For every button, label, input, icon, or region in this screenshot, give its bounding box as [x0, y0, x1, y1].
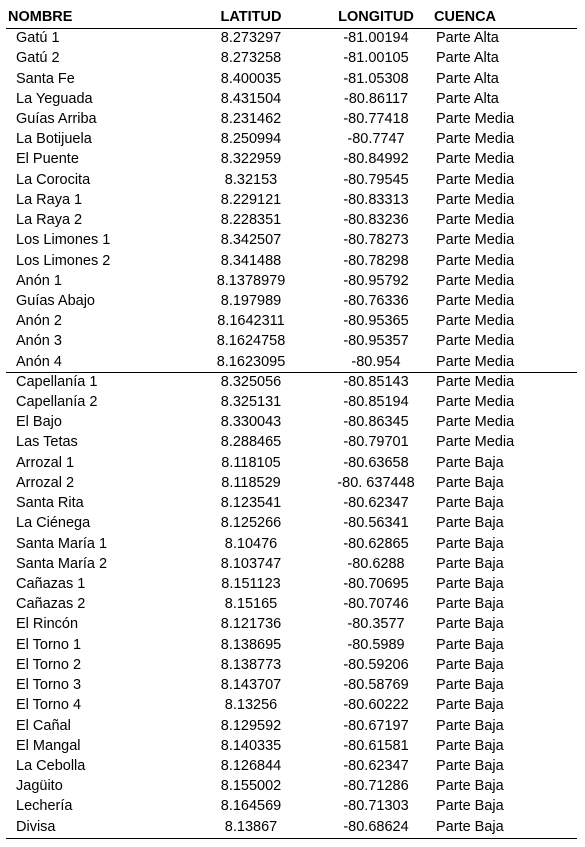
cell-cuenca: Parte Baja: [436, 535, 504, 552]
cell-longitud: -80.85143: [343, 373, 409, 390]
cell-longitud: -80.5989: [347, 636, 405, 653]
cell-cuenca: Parte Media: [436, 353, 515, 370]
cell-nombre: Gatú 1: [16, 30, 60, 47]
cell-nombre: El Cañal: [16, 717, 71, 734]
cell-nombre: Lechería: [16, 798, 73, 815]
table-row: [6, 695, 577, 715]
table-row: [6, 614, 577, 634]
cell-nombre: Santa María 1: [16, 535, 108, 552]
cell-nombre: La Yeguada: [16, 90, 93, 107]
cell-latitud: 8.322959: [220, 151, 282, 168]
cell-cuenca: Parte Media: [436, 313, 515, 330]
cell-nombre: El Mangal: [16, 737, 81, 754]
cell-cuenca: Parte Media: [436, 414, 515, 431]
cell-latitud: 8.342507: [220, 232, 282, 249]
cell-latitud: 8.138695: [220, 636, 282, 653]
cell-latitud: 8.129592: [220, 717, 282, 734]
cell-cuenca: Parte Baja: [436, 798, 504, 815]
table-row: [6, 675, 577, 695]
cell-latitud: 8.13867: [224, 818, 278, 835]
header-longitud: LONGITUD: [338, 9, 414, 25]
cell-nombre: El Torno 1: [16, 636, 82, 653]
table-row: [6, 412, 577, 432]
cell-cuenca: Parte Baja: [436, 697, 504, 714]
cell-nombre: Divisa: [16, 818, 56, 835]
cell-nombre: Guías Arriba: [16, 110, 97, 127]
cell-longitud: -80.61581: [343, 737, 409, 754]
cell-latitud: 8.197989: [220, 292, 282, 309]
cell-latitud: 8.288465: [220, 434, 282, 451]
cell-cuenca: Parte Alta: [436, 30, 499, 47]
cell-cuenca: Parte Media: [436, 394, 515, 411]
cell-longitud: -80.56341: [343, 515, 409, 532]
cell-latitud: 8.231462: [220, 110, 282, 127]
cell-longitud: -80.62347: [343, 495, 409, 512]
cell-nombre: El Puente: [16, 151, 79, 168]
table-row: [6, 655, 577, 675]
table-row: [6, 392, 577, 412]
cell-nombre: La Raya 2: [16, 212, 83, 229]
cell-latitud: 8.125266: [220, 515, 282, 532]
header-row: [6, 6, 577, 28]
cell-longitud: -80.84992: [343, 151, 409, 168]
cell-cuenca: Parte Media: [436, 272, 515, 289]
cell-cuenca: Parte Media: [436, 212, 515, 229]
cell-cuenca: Parte Alta: [436, 70, 499, 87]
cell-longitud: -80.6288: [347, 555, 405, 572]
cell-latitud: 8.13256: [224, 697, 278, 714]
cell-nombre: Cañazas 1: [16, 576, 86, 593]
cell-latitud: 8.164569: [220, 798, 282, 815]
cell-latitud: 8.325131: [220, 394, 282, 411]
cell-longitud: -80.95357: [343, 333, 409, 350]
cell-longitud: -80.70695: [343, 576, 409, 593]
table-row: [6, 129, 577, 149]
cell-cuenca: Parte Media: [436, 110, 515, 127]
cell-latitud: 8.143707: [220, 677, 282, 694]
cell-cuenca: Parte Baja: [436, 474, 504, 491]
cell-latitud: 8.273258: [220, 50, 282, 67]
cell-latitud: 8.341488: [220, 252, 282, 269]
table-bottom-rule: [6, 838, 577, 839]
cell-latitud: 8.118529: [221, 474, 281, 491]
table-row: [6, 352, 577, 372]
cell-latitud: 8.273297: [220, 30, 282, 47]
cell-nombre: La Corocita: [16, 171, 91, 188]
cell-cuenca: Parte Media: [436, 252, 515, 269]
cell-latitud: 8.1378979: [216, 272, 286, 289]
table-row: [6, 331, 577, 351]
cell-cuenca: Parte Media: [436, 151, 515, 168]
cell-nombre: Capellanía 2: [16, 394, 98, 411]
cell-longitud: -80.63658: [343, 454, 409, 471]
cell-nombre: Jagüito: [16, 778, 63, 795]
cell-cuenca: Parte Baja: [436, 495, 504, 512]
cell-longitud: -81.00105: [343, 50, 409, 67]
cell-cuenca: Parte Baja: [436, 717, 504, 734]
cell-cuenca: Parte Baja: [436, 555, 504, 572]
cell-longitud: -81.05308: [343, 70, 409, 87]
cell-cuenca: Parte Baja: [436, 656, 504, 673]
cell-latitud: 8.229121: [220, 191, 282, 208]
cell-latitud: 8.15165: [224, 596, 278, 613]
cell-nombre: Santa María 2: [16, 555, 108, 572]
cell-latitud: 8.400035: [220, 70, 282, 87]
cell-longitud: -80. 637448: [337, 474, 415, 491]
cell-cuenca: Parte Baja: [436, 636, 504, 653]
cell-latitud: 8.126844: [220, 757, 282, 774]
table-row: [6, 48, 577, 68]
cell-latitud: 8.431504: [220, 90, 282, 107]
cell-cuenca: Parte Media: [436, 434, 515, 451]
cell-nombre: Santa Rita: [16, 495, 84, 512]
table-row: [6, 432, 577, 452]
cell-latitud: 8.32153: [224, 171, 278, 188]
cell-latitud: 8.1623095: [216, 353, 286, 370]
cell-longitud: -80.85194: [343, 394, 409, 411]
cell-longitud: -80.83313: [343, 191, 409, 208]
table-row: [6, 513, 577, 533]
cell-longitud: -80.79701: [343, 434, 409, 451]
cell-cuenca: Parte Media: [436, 292, 515, 309]
table-row: [6, 311, 577, 331]
table-row: [6, 250, 577, 270]
cell-nombre: Anón 3: [16, 333, 62, 350]
cell-longitud: -80.71303: [343, 798, 409, 815]
table-row: [6, 291, 577, 311]
table-row: [6, 271, 577, 291]
cell-longitud: -80.68624: [343, 818, 409, 835]
header-nombre: NOMBRE: [8, 9, 73, 25]
table-row: [6, 190, 577, 210]
cell-cuenca: Parte Baja: [436, 757, 504, 774]
cell-cuenca: Parte Media: [436, 171, 515, 188]
cell-nombre: Cañazas 2: [16, 596, 86, 613]
cell-latitud: 8.138773: [220, 656, 282, 673]
cell-longitud: -80.83236: [343, 212, 409, 229]
cell-cuenca: Parte Media: [436, 131, 515, 148]
cell-nombre: El Torno 2: [16, 656, 82, 673]
table-row: [6, 453, 577, 473]
cell-longitud: -80.71286: [343, 778, 409, 795]
cell-latitud: 8.1642311: [217, 313, 285, 330]
cell-latitud: 8.325056: [220, 373, 282, 390]
cell-cuenca: Parte Media: [436, 373, 515, 390]
cell-longitud: -80.76336: [343, 292, 409, 309]
cell-cuenca: Parte Baja: [436, 454, 504, 471]
table-row: [6, 109, 577, 129]
table-row: [6, 493, 577, 513]
cell-nombre: La Raya 1: [16, 191, 83, 208]
cell-nombre: Anón 4: [16, 353, 62, 370]
cell-longitud: -80.79545: [343, 171, 409, 188]
cell-cuenca: Parte Baja: [436, 515, 504, 532]
table-row: [6, 756, 577, 776]
cell-longitud: -80.78273: [343, 232, 409, 249]
table-row: [6, 170, 577, 190]
cell-nombre: Los Limones 2: [16, 252, 111, 269]
table-row: [6, 574, 577, 594]
cell-latitud: 8.155002: [220, 778, 282, 795]
cell-latitud: 8.330043: [220, 414, 282, 431]
cell-latitud: 8.140335: [220, 737, 282, 754]
table-row: [6, 736, 577, 756]
cell-latitud: 8.121736: [220, 616, 282, 633]
cell-longitud: -80.60222: [343, 697, 409, 714]
cell-cuenca: Parte Media: [436, 333, 515, 350]
cell-latitud: 8.1624758: [216, 333, 286, 350]
cell-cuenca: Parte Alta: [436, 90, 499, 107]
cell-nombre: Gatú 2: [16, 50, 60, 67]
cell-latitud: 8.118105: [221, 454, 281, 471]
cell-longitud: -80.58769: [343, 677, 409, 694]
cell-latitud: 8.151123: [221, 576, 281, 593]
cell-longitud: -80.95792: [343, 272, 409, 289]
cell-nombre: Guías Abajo: [16, 292, 95, 309]
cell-longitud: -80.70746: [343, 596, 409, 613]
cell-cuenca: Parte Alta: [436, 50, 499, 67]
cell-longitud: -80.78298: [343, 252, 409, 269]
cell-cuenca: Parte Baja: [436, 818, 504, 835]
cell-latitud: 8.228351: [220, 212, 282, 229]
table-row: [6, 554, 577, 574]
cell-longitud: -80.67197: [343, 717, 409, 734]
cell-nombre: El Torno 3: [16, 677, 82, 694]
table-row: [6, 715, 577, 735]
cell-nombre: El Rincón: [16, 616, 79, 633]
cell-cuenca: Parte Baja: [436, 737, 504, 754]
stations-table: [6, 6, 577, 837]
cell-cuenca: Parte Media: [436, 232, 515, 249]
table-row: [6, 372, 577, 392]
cell-nombre: Anón 1: [16, 272, 62, 289]
table-row: [6, 89, 577, 109]
cell-longitud: -80.62865: [343, 535, 409, 552]
cell-longitud: -80.77418: [343, 110, 409, 127]
table-row: [6, 594, 577, 614]
cell-nombre: Capellanía 1: [16, 373, 98, 390]
cell-longitud: -80.3577: [347, 616, 405, 633]
table-row: [6, 473, 577, 493]
table-row: [6, 796, 577, 816]
header-latitud: LATITUD: [220, 9, 282, 25]
table-row: [6, 28, 577, 48]
table-row: [6, 230, 577, 250]
table-body: [6, 28, 577, 837]
cell-nombre: Los Limones 1: [16, 232, 111, 249]
cell-nombre: Arrozal 2: [16, 474, 75, 491]
cell-cuenca: Parte Baja: [436, 677, 504, 694]
cell-latitud: 8.250994: [220, 131, 282, 148]
cell-nombre: Anón 2: [16, 313, 62, 330]
cell-cuenca: Parte Baja: [436, 596, 504, 613]
cell-nombre: Santa Fe: [16, 70, 75, 87]
header-cuenca: CUENCA: [434, 9, 497, 25]
table-row: [6, 149, 577, 169]
table-row: [6, 533, 577, 553]
cell-longitud: -80.7747: [347, 131, 405, 148]
cell-nombre: El Torno 4: [16, 697, 82, 714]
cell-longitud: -80.86345: [343, 414, 409, 431]
cell-nombre: La Botijuela: [16, 131, 92, 148]
cell-longitud: -80.86117: [343, 90, 409, 107]
cell-cuenca: Parte Baja: [436, 576, 504, 593]
cell-longitud: -80.62347: [343, 757, 409, 774]
cell-cuenca: Parte Media: [436, 191, 515, 208]
cell-longitud: -80.59206: [343, 656, 409, 673]
table-row: [6, 210, 577, 230]
cell-longitud: -80.95365: [343, 313, 409, 330]
cell-latitud: 8.103747: [220, 555, 282, 572]
cell-nombre: La Cebolla: [16, 757, 86, 774]
table-row: [6, 776, 577, 796]
table-row: [6, 635, 577, 655]
cell-nombre: Arrozal 1: [16, 454, 75, 471]
cell-nombre: La Ciénega: [16, 515, 91, 532]
cell-cuenca: Parte Baja: [436, 778, 504, 795]
table-row: [6, 68, 577, 88]
cell-latitud: 8.123541: [220, 495, 282, 512]
table-row: [6, 817, 577, 837]
cell-latitud: 8.10476: [224, 535, 278, 552]
cell-nombre: Las Tetas: [16, 434, 78, 451]
cell-longitud: -80.954: [351, 353, 401, 370]
cell-cuenca: Parte Baja: [436, 616, 504, 633]
cell-nombre: El Bajo: [16, 414, 62, 431]
cell-longitud: -81.00194: [343, 30, 409, 47]
